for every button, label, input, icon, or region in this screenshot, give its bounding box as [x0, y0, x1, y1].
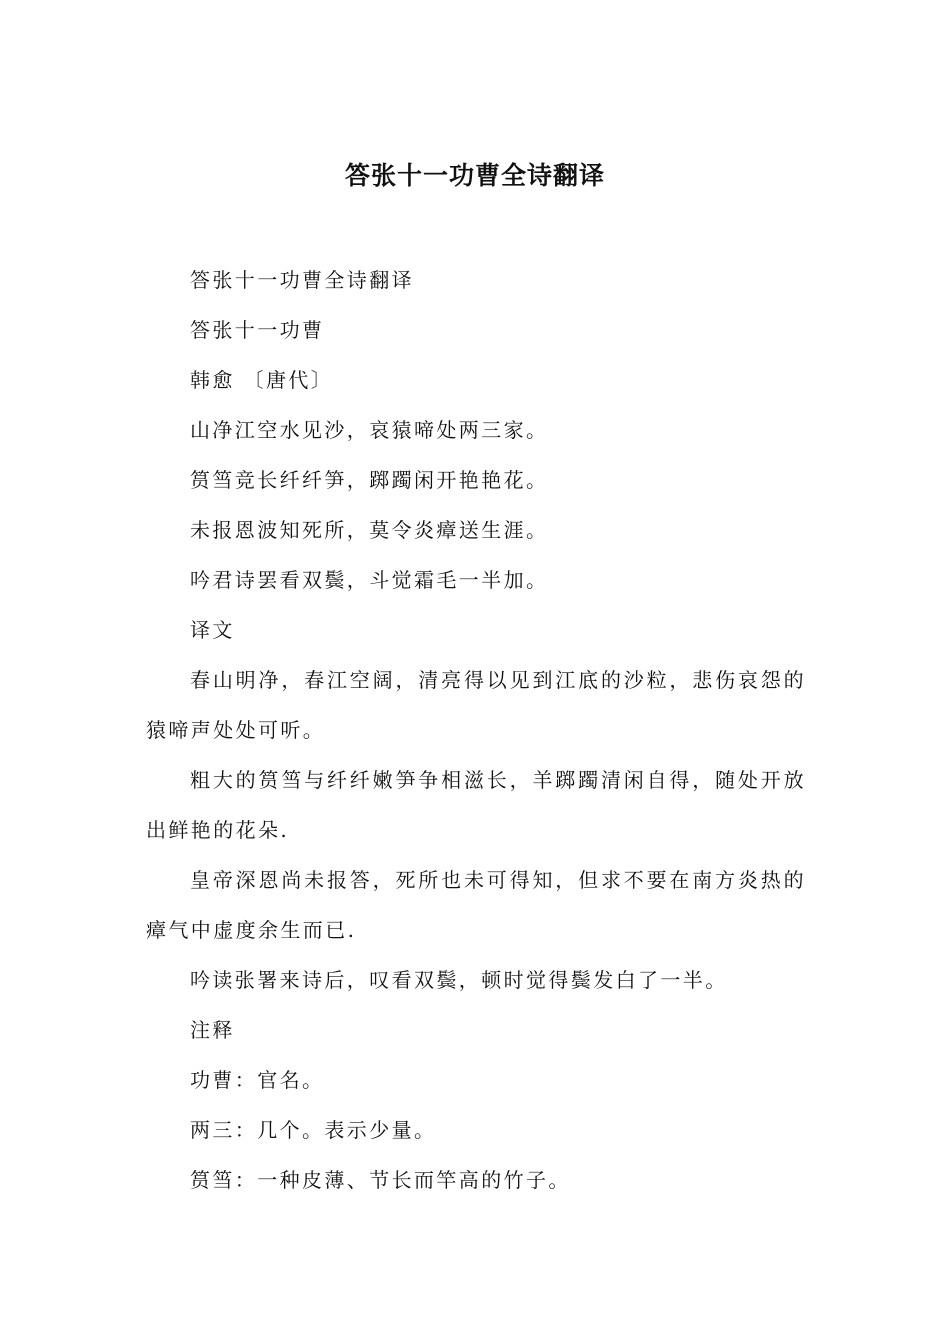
section-heading-notes: 注释 [190, 1018, 235, 1042]
translation-paragraph: 皇帝深恩尚未报答，死所也未可得知，但求不要在南方炎热的瘴气中虚度余生而已. [146, 868, 806, 942]
note-item: 两三：几个。表示少量。 [190, 1118, 437, 1142]
poem-line: 吟君诗罢看双鬓，斗觉霜毛一半加。 [190, 568, 549, 592]
poem-line: 未报恩波知死所，莫令炎瘴送生涯。 [190, 518, 549, 542]
document-title: 答张十一功曹全诗翻译 [344, 161, 605, 190]
document-body [146, 255, 806, 1205]
poem-line: 山净江空水见沙，哀猿啼处两三家。 [190, 418, 549, 442]
note-item: 筼筜：一种皮薄、节长而竿高的竹子。 [190, 1168, 571, 1192]
paragraph-heading: 答张十一功曹全诗翻译 [190, 268, 414, 292]
translation-paragraph: 粗大的筼筜与纤纤嫩笋争相滋长，羊踯躅清闲自得，随处开放出鲜艳的花朵. [146, 768, 806, 842]
poem-line: 筼筜竞长纤纤笋，踯躅闲开艳艳花。 [190, 468, 549, 492]
poem-author: 韩愈 〔唐代〕 [190, 368, 334, 392]
translation-paragraph: 吟读张署来诗后，叹看双鬓，顿时觉得鬓发白了一半。 [190, 968, 728, 992]
section-heading-translation: 译文 [190, 618, 235, 642]
translation-paragraph: 春山明净，春江空阔，清亮得以见到江底的沙粒，悲伤哀怨的猿啼声处处可听。 [146, 668, 806, 742]
note-item: 功曹：官名。 [190, 1068, 325, 1092]
poem-title: 答张十一功曹 [190, 318, 325, 342]
